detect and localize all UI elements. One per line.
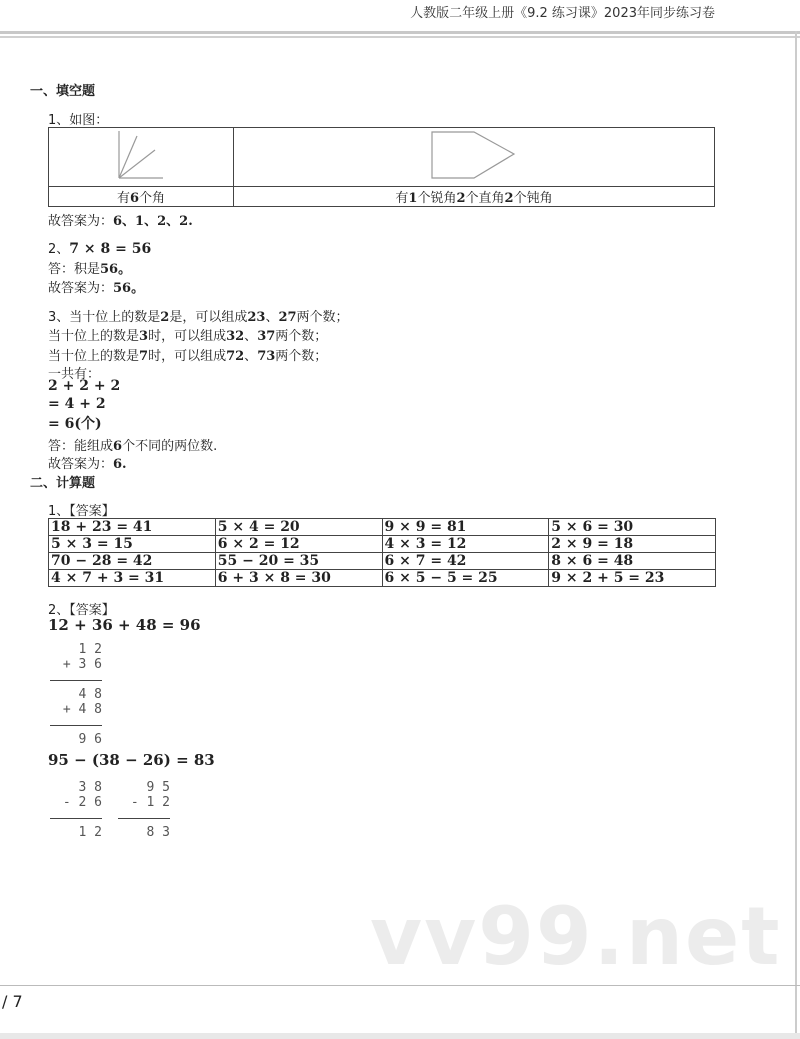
figure-caption-1: 有6个角 (49, 187, 234, 207)
table-cell: 4 × 7 + 3 = 31 (49, 570, 216, 587)
calc-row: - 2 6 (62, 795, 102, 810)
header-rule (0, 36, 800, 38)
calc-row: 3 8 (78, 780, 102, 795)
answer-line: 故答案为：6、1、2、2. (48, 214, 193, 229)
table-row (49, 536, 716, 553)
table-cell: 9 × 2 + 5 = 23 (549, 570, 716, 587)
table-cell: 2 × 9 = 18 (549, 536, 716, 553)
table-cell: 70 − 28 = 42 (49, 553, 216, 570)
question-label: 1、【答案】 (48, 504, 115, 519)
table-cell: 6 × 7 = 42 (382, 553, 549, 570)
q3-line-2: 当十位上的数是3时，可以组成32、37两个数； (48, 329, 328, 344)
page-number: / 7 (2, 992, 23, 1011)
table-cell: 5 × 4 = 20 (215, 519, 382, 536)
calc-row: + 4 8 (62, 702, 102, 717)
figure-table (48, 127, 715, 207)
q3-line-1: 3、当十位上的数是2是，可以组成23、27两个数； (48, 310, 349, 325)
section-title: 一、填空题 (30, 84, 96, 99)
vertical-calc (58, 642, 102, 747)
section-title: 二、计算题 (30, 476, 96, 491)
vertical-calc (126, 780, 170, 840)
calc-row: - 1 2 (130, 795, 170, 810)
pentagon-figure (234, 128, 715, 187)
table-cell: 18 + 23 = 41 (49, 519, 216, 536)
table-cell: 5 × 6 = 30 (549, 519, 716, 536)
calc-row: 1 2 (78, 825, 102, 840)
calc-row: 9 5 (146, 780, 170, 795)
q3-total: 一共有： (48, 367, 101, 382)
answer-line: 故答案为：56。 (48, 281, 145, 296)
q3-eq-3: = 6(个) (48, 416, 102, 432)
table-row (49, 553, 716, 570)
vertical-calc (58, 780, 102, 840)
table-cell: 6 × 2 = 12 (215, 536, 382, 553)
equation: 95 − (38 − 26) = 83 (48, 751, 215, 769)
table-cell: 6 + 3 × 8 = 30 (215, 570, 382, 587)
table-cell: 6 × 5 − 5 = 25 (382, 570, 549, 587)
question-label: 1、如图： (48, 113, 109, 128)
table-cell: 4 × 3 = 12 (382, 536, 549, 553)
table-cell: 8 × 6 = 48 (549, 553, 716, 570)
table-cell: 9 × 9 = 81 (382, 519, 549, 536)
calc-row: 8 3 (146, 825, 170, 840)
table-cell: 5 × 3 = 15 (49, 536, 216, 553)
answer-table (48, 518, 716, 587)
answer-text: 答：积是56。 (48, 262, 132, 277)
watermark: vv99.net (370, 890, 782, 983)
calc-row: 1 2 (78, 642, 102, 657)
header-title: 人教版二年级上册《9.2 练习课》2023年同步练习卷 (410, 6, 715, 21)
equation: 12 + 36 + 48 = 96 (48, 616, 201, 634)
table-row (49, 570, 716, 587)
angle-figure (49, 128, 234, 187)
figure-caption-2: 有1个锐角2个直角2个钝角 (234, 187, 715, 207)
q3-eq-1: 2 + 2 + 2 (48, 378, 121, 394)
calc-row: 4 8 (78, 687, 102, 702)
page-edge (795, 31, 797, 1039)
q3-eq-2: = 4 + 2 (48, 396, 106, 412)
question-label: 2、【答案】 (48, 603, 115, 618)
header-rule (0, 31, 800, 34)
q3-line-3: 当十位上的数是7时，可以组成72、73两个数； (48, 349, 328, 364)
page-gap (0, 1033, 800, 1039)
table-row (49, 519, 716, 536)
question-2: 2、7 × 8 = 56 (48, 241, 152, 257)
answer-line: 故答案为：6. (48, 457, 127, 472)
calc-row: 9 6 (78, 732, 102, 747)
page-bottom-rule (0, 985, 800, 986)
calc-row: + 3 6 (62, 657, 102, 672)
answer-text: 答：能组成6个不同的两位数. (48, 439, 218, 454)
table-cell: 55 − 20 = 35 (215, 553, 382, 570)
